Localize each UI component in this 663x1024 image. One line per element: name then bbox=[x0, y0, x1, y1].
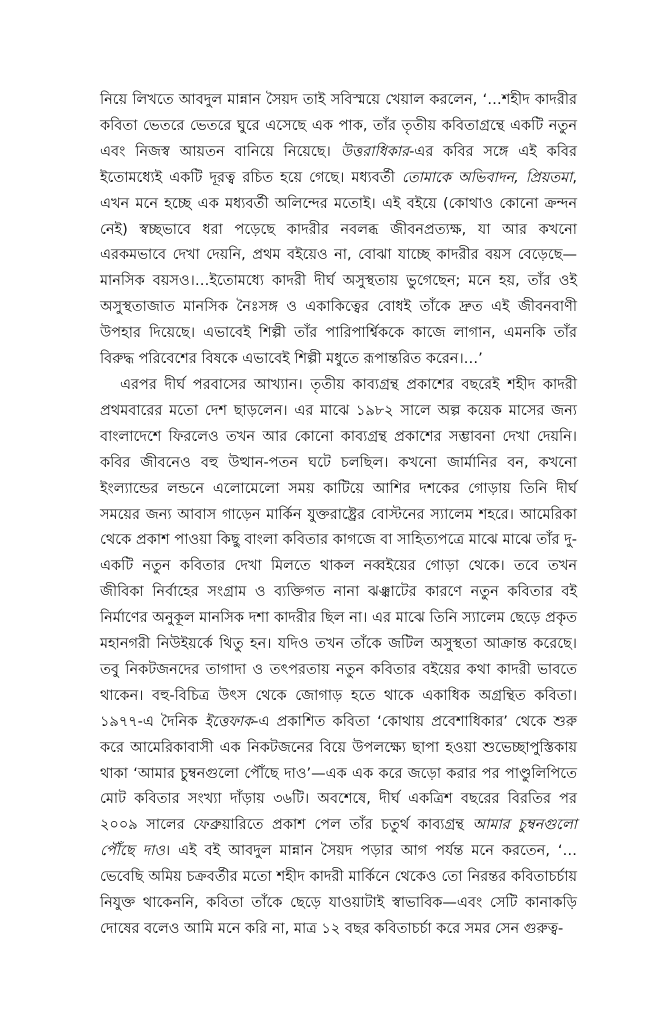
paragraph-2 bbox=[100, 373, 577, 943]
p2-text-1: এরপর দীর্ঘ পরবাসের আখ্যান। তৃতীয় কাব্যগ্রন্থ প্রকাশের বছরেই শহীদ কাদরী প্রথমবারের মতো দেশ ছাড়লেন। এর মাঝে ১৯৮২ সালে অল্প কয়েক মাসের জন্য বাংলাদেশে ফিরলেও তখন আর কোনো কাব্যগ্রন্থ প্রকাশের সম্ভাবনা দেখা দেয়নি। কবির জীবনেও বহু উত্থান-পতন ঘটে চলছিল। কখনো জার্মানির বন, কখনো ইংল্যান্ডের লন্ডনে এলোমেলো সময় কাটিয়ে আশির দশকের গোড়ায় তিনি দীর্ঘ সময়ের জন্য আবাস গাড়েন মার্কিন যুক্তরাষ্ট্রের বোস্টনের স্যালেম শহরে। আমেরিকা থেকে প্রকাশ পাওয়া কিছু বাংলা কবিতার কাগজে বা সাহিত্যপত্রে মাঝে মাঝে তাঁর দু-একটি নতুন কবিতার দেখা মিলতে থাকল নব্বইয়ের গোড়া থেকে। তবে তখন জীবিকা নির্বাহের সংগ্রাম ও ব্যক্তিগত নানা ঝঞ্ঝাটের কারণে নতুন কবিতার বই নির্মাণের অনুকূল মানসিক দশা কাদরীর ছিল না। এর মাঝে তিনি স্যালেম ছেড়ে প্রকৃত মহানগরী নিউইয়র্কে থিতু হন। যদিও তখন তাঁকে জটিল অসুস্থতা আক্রান্ত করেছে। তবু নিকটজনদের তাগাদা ও তৎপরতায় নতুন কবিতার বইয়ের কথা কাদরী ভাবতে থাকেন। বহু-বিচিত্র উৎস থেকে জোগাড় হতে থাকে একাধিক অগ্রন্থিত কবিতা। ১৯৭৭-এ দৈনিক bbox=[100, 376, 577, 730]
p1-text-3: , এখন মনে হচ্ছে এক মধ্যবর্তী অলিন্দের মতোই। এই বইয়ে (কোথাও কোনো ক্রন্দন নেই) স্বচ্ছভাবে ধরা পড়েছে কাদরীর নবলব্ধ জীবনপ্রত্যক্ষ, যা আর কখনো এরকমভাবে দেখা দেয়নি, প্রথম বইয়েও না, বোঝা যাচ্ছে কাদরীর বয়স বেড়েছে—মানসিক বয়সও।…ইতোমধ্যে কাদরী দীর্ঘ অসুস্থতায় ভুগেছেন; মনে হয়, তাঁর ওই অসুস্থতাজাত মানসিক নৈঃসঙ্গ ও একাকিত্বের বোধই তাঁকে দ্রুত এই জীবনবাণী উপহার দিয়েছে। এভাবেই শিল্পী তাঁর পারিপার্শ্বিককে কাজে লাগান, এমনকি তাঁর বিরুদ্ধ পরিবেশের বিষকে এভাবেই শিল্পী মধুতে রূপান্তরিত করেন।…’ bbox=[100, 169, 577, 368]
p2-title-ittefaq: ইত্তেফাক bbox=[204, 713, 254, 730]
p1-title-uttaradhikar: উত্তরাধিকার bbox=[340, 143, 410, 160]
paragraph-1 bbox=[100, 88, 577, 373]
p1-text-2: -এর কবির সঙ্গে এই কবির ইতোমধ্যেই একটি দূরত্ব রচিত হয়ে গেছে। মধ্যবর্তী bbox=[100, 143, 577, 186]
document-page bbox=[100, 88, 577, 968]
p1-title-tomake-abhibadan: তোমাকে অভিবাদন, প্রিয়তমা bbox=[401, 169, 573, 186]
p2-text-2: -এ প্রকাশিত কবিতা ‘কোথায় প্রবেশাধিকার’ থেকে শুরু করে আমেরিকাবাসী এক নিকটজনের বিয়ে উপলক্ষ্যে ছাপা হওয়া শুভেচ্ছাপুস্তিকায় থাকা ‘আমার চুম্বনগুলো পৌঁছে দাও’—এক এক করে জড়ো করার পর পাণ্ডুলিপিতে মোট কবিতার সংখ্যা দাঁড়ায় ৩৬টি। অবশেষে, দীর্ঘ একত্রিশ বছরের বিরতির পর ২০০৯ সালের ফেব্রুয়ারিতে প্রকাশ পেল তাঁর চতুর্থ কাব্যগ্রন্থ bbox=[100, 713, 577, 834]
p2-text-3: । এই বই আবদুল মান্নান সৈয়দ পড়ার আগ পর্যন্ত মনে করতেন, ‘…ভেবেছি অমিয় চক্রবর্তীর মতো শহীদ কাদরী মার্কিনে থেকেও তো নিরন্তর কবিতাচর্চায় নিযুক্ত থাকেননি, কবিতা তাঁকে ছেড়ে যাওয়াটাই স্বাভাবিক—এবং সেটি কানাকড়ি দোষের বলেও আমি মনে করি না, মাত্র ১২ বছর কবিতাচর্চা করে সমর সেন গুরুত্ব- bbox=[100, 843, 578, 937]
p1-text-1: নিয়ে লিখতে আবদুল মান্নান সৈয়দ তাই সবিস্ময়ে খেয়াল করলেন, ‘…শহীদ কাদরীর কবিতা ভেতরে ভেতরে ঘুরে এসেছে এক পাক, তাঁর তৃতীয় কবিতাগ্রন্থে একটি নতুন এবং নিজস্ব আয়তন বানিয়ে নিয়েছে। bbox=[100, 92, 577, 160]
p2-title-amar-chumbangulo: আমার চুম্বনগুলো পৌঁছে দাও bbox=[100, 817, 577, 860]
